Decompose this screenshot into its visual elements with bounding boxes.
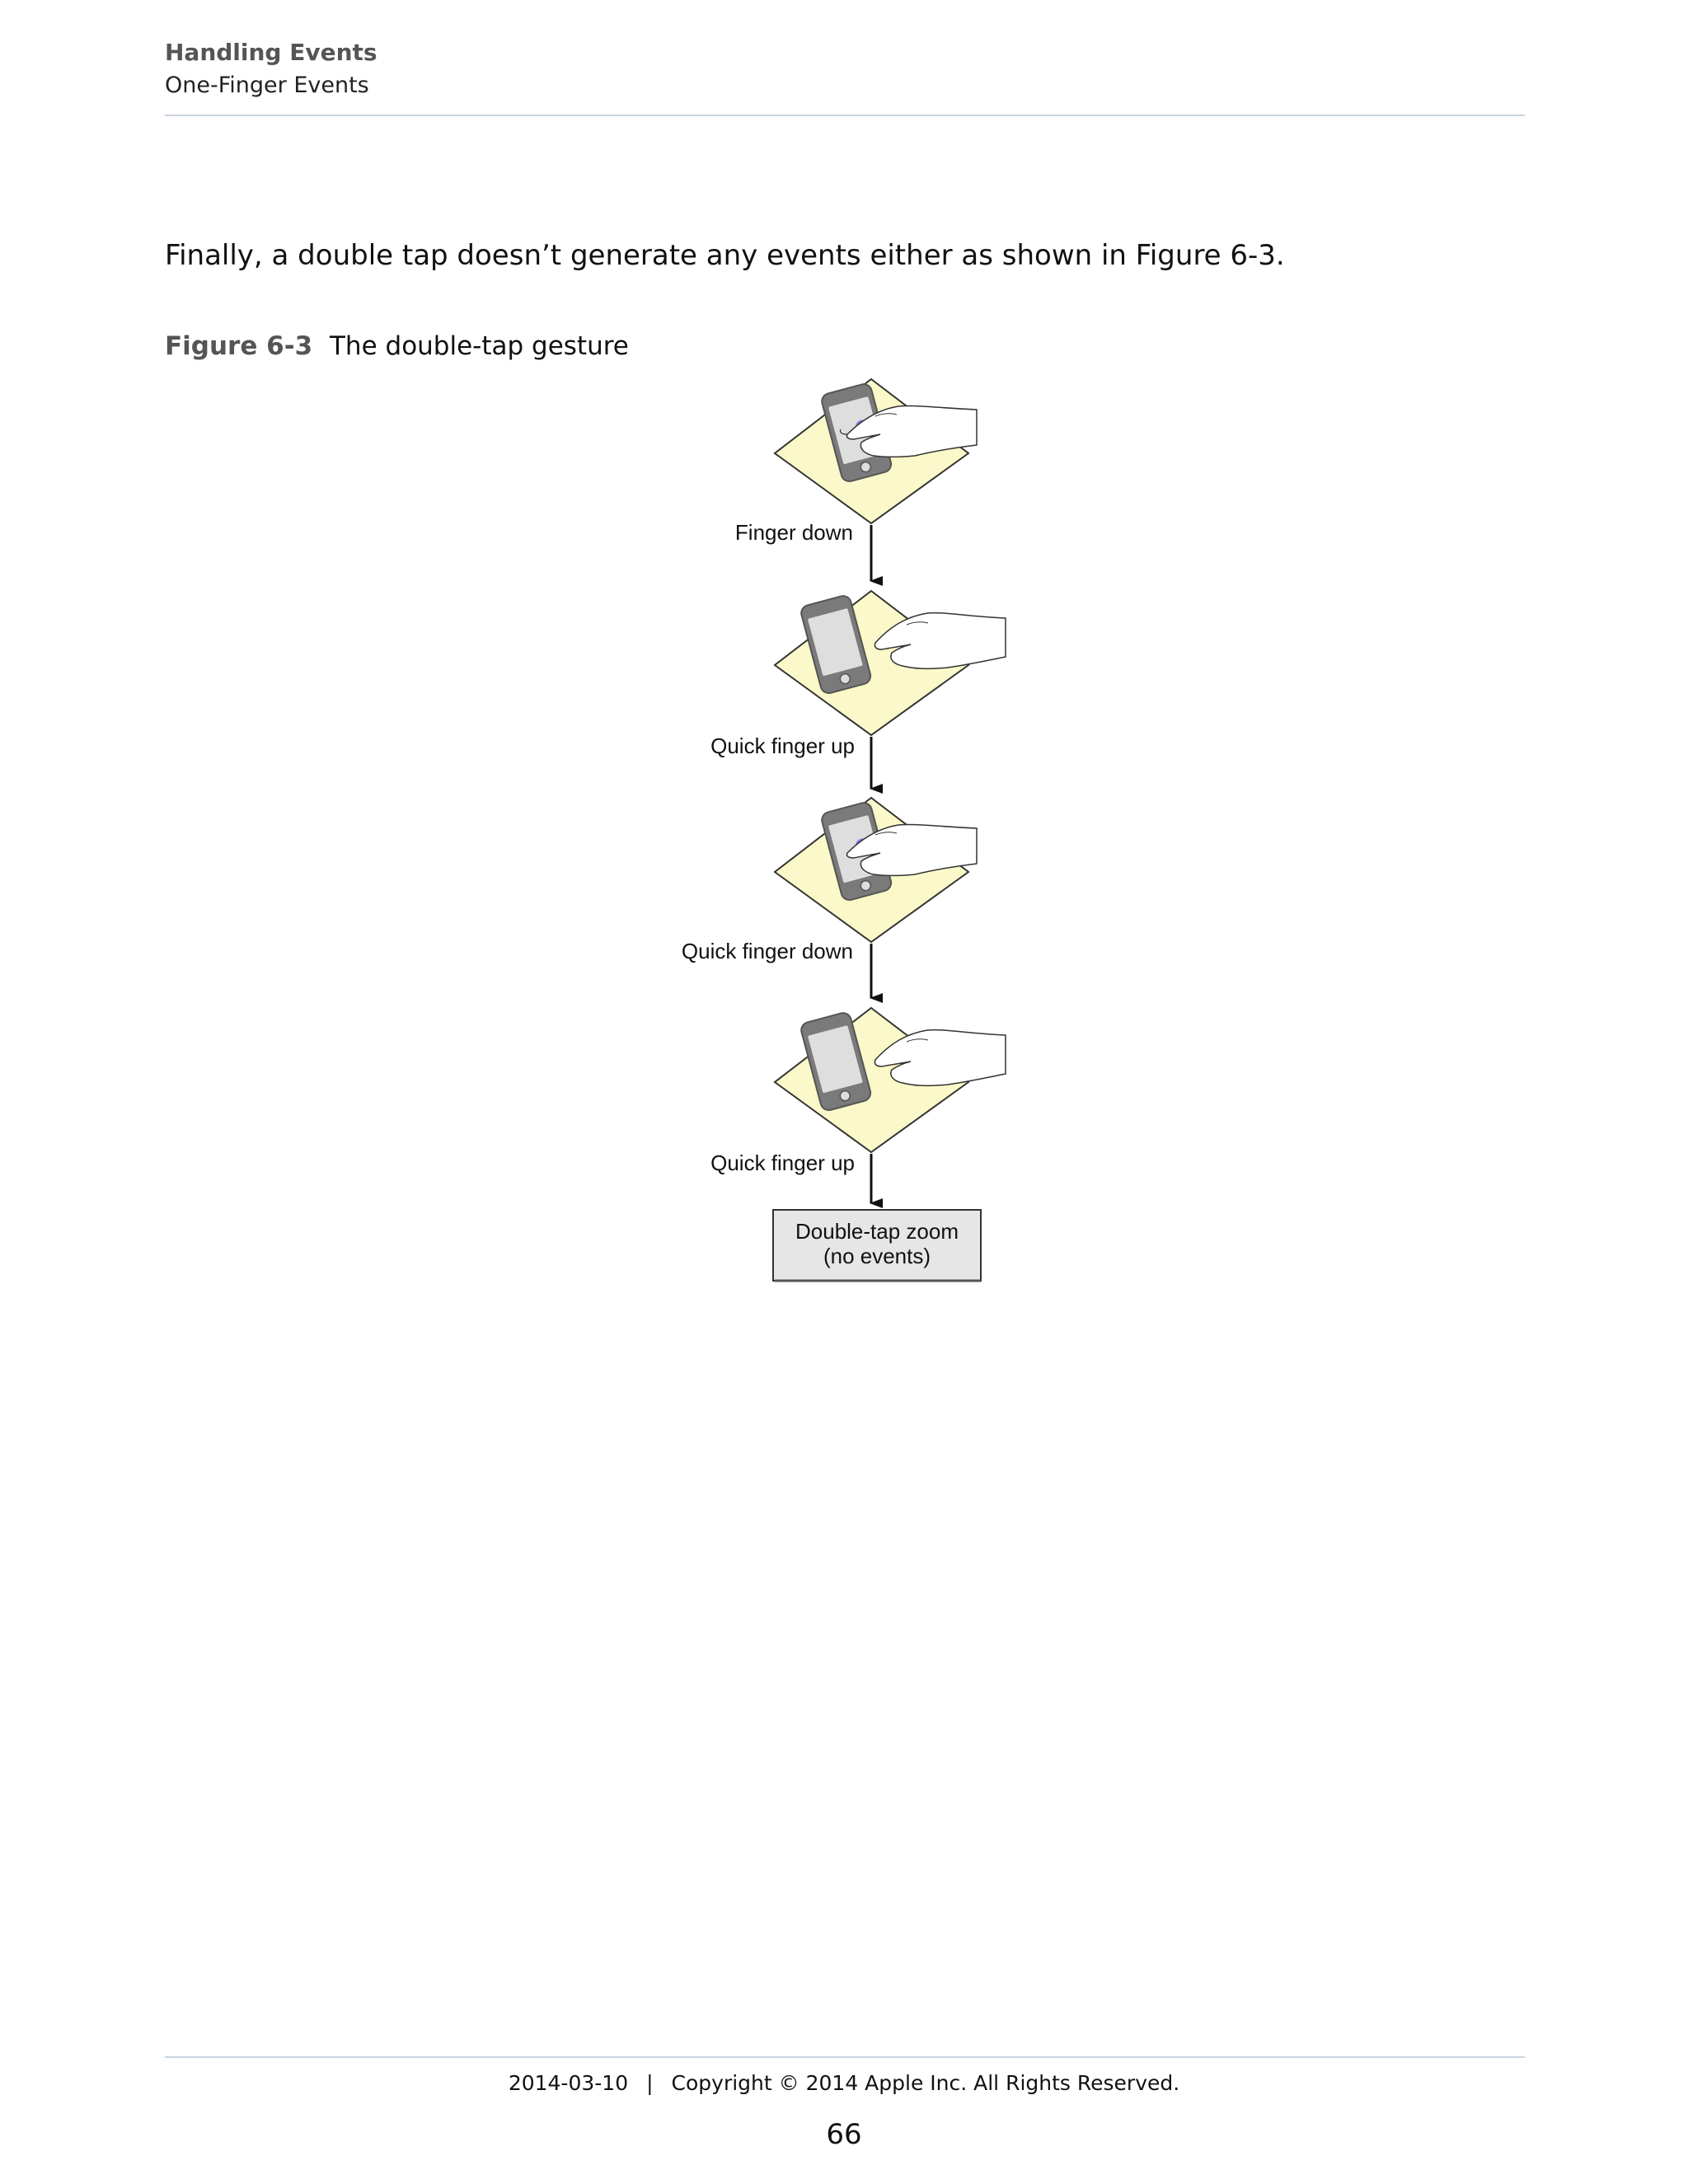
footer-copyright: Copyright © 2014 Apple Inc. All Rights Reserved. xyxy=(671,2071,1180,2095)
header-section-title: One-Finger Events xyxy=(165,73,369,98)
step-4-label: Quick finger up xyxy=(710,1151,855,1175)
figure-title: The double-tap gesture xyxy=(330,331,629,361)
double-tap-diagram xyxy=(659,375,1039,1315)
step-2-illustration xyxy=(710,591,1006,789)
page-number: 66 xyxy=(826,2118,862,2151)
step-2-label: Quick finger up xyxy=(710,733,855,758)
result-line-1: Double-tap zoom xyxy=(795,1219,959,1244)
step-1-illustration xyxy=(735,379,977,581)
result-box xyxy=(773,1210,981,1281)
footer-divider xyxy=(165,2056,1525,2058)
step-1-label: Finger down xyxy=(734,520,853,545)
header-chapter-title: Handling Events xyxy=(165,39,377,66)
step-3-label: Quick finger down xyxy=(681,939,853,963)
footer xyxy=(0,2067,1688,2100)
body-paragraph: Finally, a double tap doesn’t generate any events either as shown in Figure 6-3. xyxy=(165,239,1285,272)
figure-number: Figure 6-3 xyxy=(165,331,313,361)
figure-caption xyxy=(165,328,629,364)
step-4-illustration xyxy=(710,1008,1006,1203)
page-header xyxy=(165,36,1525,102)
footer-date: 2014-03-10 xyxy=(508,2071,629,2095)
step-3-illustration xyxy=(682,798,977,998)
result-line-2: (no events) xyxy=(823,1244,931,1268)
footer-separator: | xyxy=(646,2071,654,2095)
header-divider xyxy=(165,115,1525,116)
